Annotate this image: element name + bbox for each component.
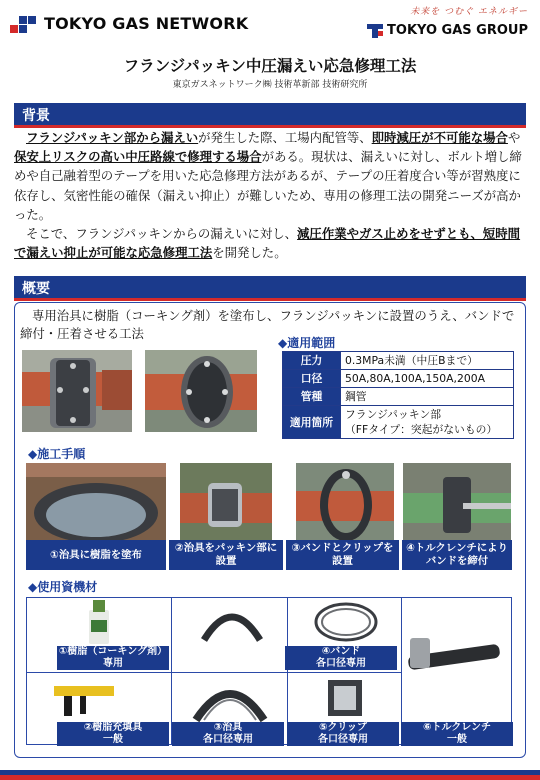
text-seg: そこで、フランジパッキンからの漏えいに対し、 — [26, 226, 298, 242]
right-logo-text: TOKYO GAS GROUP — [387, 23, 528, 38]
group-logo-mark-icon — [367, 24, 383, 38]
table-row — [283, 370, 514, 388]
jig-photo-1 — [200, 600, 264, 646]
table-row — [283, 388, 514, 406]
scope-value: 0.3MPa未満（中圧Bまで） — [341, 352, 514, 370]
caption-line: ①治具に樹脂を塗布 — [50, 548, 142, 561]
caption-line: 一般 — [447, 734, 467, 745]
tagline: 未来を つむぐ エネルギー — [410, 7, 528, 17]
material2-caption — [57, 722, 169, 746]
material1-caption — [57, 646, 169, 670]
highlight-method: 減圧作業やガス止めをせずとも、短時間で漏えい抑止が可能な応急修理工法 — [14, 226, 521, 261]
procedure-heading: ◆施工手順 — [28, 447, 86, 461]
caption-line: 各口径専用 — [318, 734, 368, 745]
band-photo — [312, 600, 380, 644]
background-heading: 背景 — [14, 103, 526, 125]
highlight-leak: フランジパッキン部から漏えい — [26, 130, 199, 145]
caption-line: ①樹脂（コーキング剤） — [58, 646, 168, 657]
resin-photo — [83, 600, 115, 646]
left-logo-text: TOKYO GAS NETWORK — [44, 14, 249, 33]
caption-line: ⑥トルクレンチ — [422, 722, 492, 733]
text-seg: がある。現状は、漏えいに対し、ボルト増し締めや自己融着型のテープを用いた応急修理方法があるが、テープの圧着度合い等が習熟度に依存し、気密性能の確保（漏えい抑止）が難しいため、専用の修理工法の開発ニーズが高かった。 — [14, 149, 522, 222]
material6-caption — [401, 722, 513, 746]
scope-value: 50A,80A,100A,150A,200A — [341, 370, 514, 388]
step1-caption — [26, 540, 166, 570]
step3-caption — [286, 540, 399, 570]
caption-line: ③治具 — [213, 722, 243, 733]
step2-caption — [169, 540, 283, 570]
step3-photo — [296, 463, 394, 540]
flange-photo-before — [22, 350, 132, 432]
caption-line: バンドを締付 — [425, 555, 489, 567]
scope-value-line2: （FFタイプ：突起がないもの） — [345, 423, 498, 436]
caption-line: 一般 — [103, 734, 123, 745]
caption-line: ④トルクレンチにより — [406, 542, 508, 554]
caption-line: 専用 — [103, 658, 123, 669]
scope-table — [282, 351, 514, 439]
overview-text: 専用治具に樹脂（コーキング剤）を塗布し、フランジパッキンに設置のうえ、バンドで締付・圧着させる工法 — [20, 308, 515, 341]
material5-caption — [287, 722, 399, 746]
scope-value-line1: フランジパッキン部 — [345, 408, 442, 421]
highlight-no-depressurize: 即時減圧が不可能な場合 — [371, 130, 508, 145]
text-seg: や — [507, 130, 521, 145]
scope-value — [341, 406, 514, 439]
jig-photo-2 — [190, 676, 270, 722]
scope-key: 口径 — [283, 370, 341, 388]
material3-caption — [172, 722, 284, 746]
tokyo-gas-network-logo — [10, 14, 248, 33]
resin-gun-photo — [44, 678, 124, 720]
caption-line: 各口径専用 — [203, 734, 253, 745]
caption-line: ⑤クリップ — [318, 722, 368, 733]
torque-wrench-photo — [400, 628, 508, 690]
caption-line: 設置 — [215, 555, 237, 567]
caption-line: 設置 — [332, 555, 353, 567]
flange-photo-after — [145, 350, 257, 432]
table-row — [283, 352, 514, 370]
page-subtitle: 東京ガスネットワーク㈱ 技術革新部 技術研究所 — [172, 80, 368, 90]
text-seg: を開発した。 — [212, 245, 287, 261]
grid-divider — [27, 672, 401, 673]
caption-line: 各口径専用 — [316, 658, 366, 669]
caption-line: ②治具をパッキン部に — [174, 542, 278, 554]
background-text — [14, 128, 526, 262]
network-logo-mark-icon — [10, 15, 40, 33]
step4-photo — [403, 463, 511, 540]
background-paragraph-1 — [14, 128, 526, 224]
materials-heading: ◆使用資機材 — [28, 580, 98, 594]
caption-line: ②樹脂充填具 — [83, 722, 143, 733]
step1-photo — [26, 463, 166, 540]
caption-line: ③バンドとクリップを — [291, 542, 394, 554]
material4-caption — [285, 646, 397, 670]
background-paragraph-2 — [14, 224, 526, 262]
tokyo-gas-group-logo — [367, 4, 528, 38]
scope-key: 管種 — [283, 388, 341, 406]
text-seg: が発生した際、工場内配管等、 — [198, 130, 372, 145]
table-row — [283, 406, 514, 439]
clip-photo — [322, 676, 368, 720]
scope-key: 圧力 — [283, 352, 341, 370]
overview-heading: 概要 — [14, 276, 526, 298]
highlight-high-risk: 保安上リスクの高い中圧路線で修理する場合 — [14, 149, 262, 165]
scope-key: 適用箇所 — [283, 406, 341, 439]
page-title: フランジパッキン中圧漏えい応急修理工法 — [123, 57, 417, 75]
scope-value: 鋼管 — [341, 388, 514, 406]
footer-stripe — [0, 770, 540, 780]
scope-heading: ◆適用範囲 — [278, 336, 336, 350]
step4-caption — [402, 540, 512, 570]
caption-line: ④バンド — [321, 646, 361, 657]
step2-photo — [180, 463, 272, 540]
page-header — [0, 0, 540, 48]
